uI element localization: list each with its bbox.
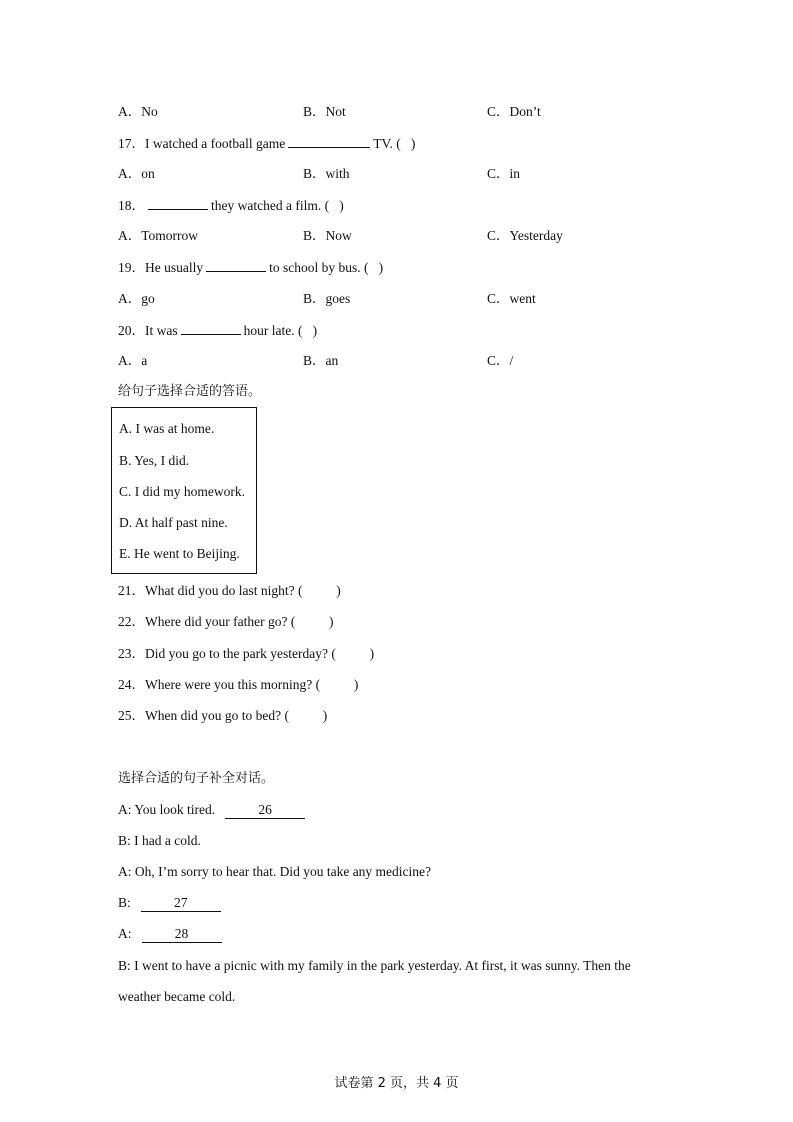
dialogue-line-3: A: Oh, I’m sorry to hear that. Did you take any medicine? bbox=[118, 864, 432, 879]
q17-option-a: A．on bbox=[118, 166, 155, 181]
answer-option-a: A. I was at home. bbox=[119, 421, 215, 436]
q19-option-c: C．went bbox=[487, 291, 536, 306]
question-text-post: they watched a film. ( ) bbox=[211, 198, 344, 213]
question-text: When did you go to bed? ( ) bbox=[145, 708, 328, 723]
question-text: What did you do last night? ( ) bbox=[145, 583, 341, 598]
q20-option-a: A．a bbox=[118, 353, 148, 368]
q20-option-c: C．/ bbox=[487, 353, 514, 368]
question-20 bbox=[118, 321, 317, 340]
question-number: 21． bbox=[118, 583, 145, 598]
q16-option-c: C．Don’t bbox=[487, 104, 541, 119]
dialogue-line-2: B: I had a cold. bbox=[118, 833, 201, 848]
dialogue-line-6-continued: weather became cold. bbox=[118, 989, 236, 1004]
q16-option-b: B．Not bbox=[303, 104, 346, 119]
q18-option-c: C．Yesterday bbox=[487, 228, 563, 243]
question-21 bbox=[118, 582, 341, 600]
question-text: Where did your father go? ( ) bbox=[145, 614, 334, 629]
dialogue-text: A: bbox=[118, 926, 132, 941]
question-text-pre: I watched a football game bbox=[145, 136, 286, 151]
question-22 bbox=[118, 613, 334, 631]
dialogue-line-5 bbox=[118, 925, 225, 943]
dialogue-text: B: bbox=[118, 895, 131, 910]
question-text-post: TV. ( ) bbox=[373, 136, 416, 151]
answer-option-c: C. I did my homework. bbox=[119, 484, 245, 499]
answer-blank-27: 27 bbox=[141, 895, 221, 912]
answer-option-d: D. At half past nine. bbox=[119, 515, 228, 530]
q20-option-b: B．an bbox=[303, 353, 339, 368]
dialogue-line-6: B: I went to have a picnic with my family in the park yesterday. At first, it was sunny. Then the bbox=[118, 958, 631, 973]
question-number: 23． bbox=[118, 646, 145, 661]
answer-blank bbox=[181, 321, 241, 335]
answer-blank-28: 28 bbox=[142, 926, 222, 943]
question-25 bbox=[118, 707, 327, 725]
question-19 bbox=[118, 258, 383, 277]
section-instruction: 给句子选择合适的答语。 bbox=[118, 384, 262, 399]
question-number: 18． bbox=[118, 198, 145, 213]
q17-option-c: C．in bbox=[487, 166, 521, 181]
answer-option-e: E. He went to Beijing. bbox=[119, 546, 240, 561]
question-number: 22． bbox=[118, 614, 145, 629]
question-text: Did you go to the park yesterday? ( ) bbox=[145, 646, 375, 661]
question-text-post: hour late. ( ) bbox=[243, 323, 318, 338]
question-18 bbox=[118, 196, 344, 215]
question-text-pre: It was bbox=[145, 323, 178, 338]
question-number: 24． bbox=[118, 677, 145, 692]
question-number: 25． bbox=[118, 708, 145, 723]
q16-option-a: A．No bbox=[118, 104, 158, 119]
question-number: 20． bbox=[118, 323, 145, 338]
answer-blank bbox=[206, 258, 266, 272]
q19-option-b: B．goes bbox=[303, 291, 351, 306]
question-text-pre: He usually bbox=[145, 260, 204, 275]
question-number: 19． bbox=[118, 260, 145, 275]
section-instruction: 选择合适的句子补全对话。 bbox=[118, 771, 275, 786]
question-23 bbox=[118, 645, 374, 663]
dialogue-line-4 bbox=[118, 894, 224, 912]
q18-option-b: B．Now bbox=[303, 228, 352, 243]
answer-blank bbox=[148, 196, 208, 210]
question-text-post: to school by bus. ( ) bbox=[269, 260, 384, 275]
question-17 bbox=[118, 134, 415, 153]
dialogue-line-1 bbox=[118, 801, 308, 819]
page-footer: 试卷第 2 页，共 4 页 bbox=[334, 1076, 459, 1091]
answer-blank-26: 26 bbox=[225, 802, 305, 819]
question-24 bbox=[118, 676, 358, 694]
question-number: 17． bbox=[118, 136, 145, 151]
q17-option-b: B．with bbox=[303, 166, 350, 181]
dialogue-text: A: You look tired. bbox=[118, 802, 216, 817]
q18-option-a: A．Tomorrow bbox=[118, 228, 199, 243]
question-text: Where were you this morning? ( ) bbox=[145, 677, 359, 692]
q19-option-a: A．go bbox=[118, 291, 155, 306]
answer-option-b: B. Yes, I did. bbox=[119, 453, 190, 468]
answer-blank bbox=[288, 134, 370, 148]
